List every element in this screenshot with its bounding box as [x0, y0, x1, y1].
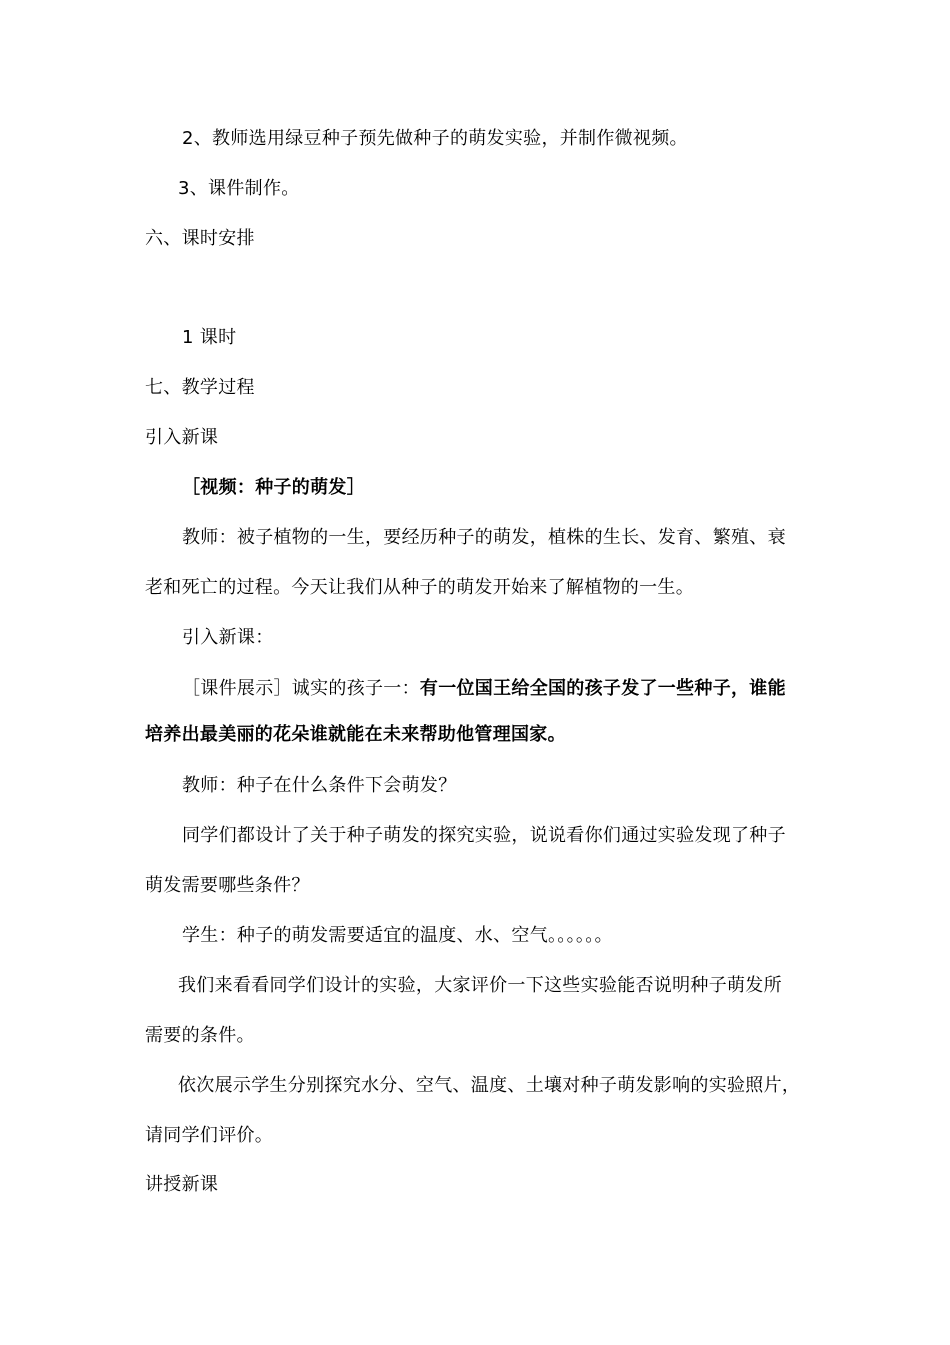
courseware-prefix: ［课件展示］诚实的孩子一： — [182, 678, 420, 699]
paragraph-line: 2、教师选用绿豆种子预先做种子的萌发实验，并制作微视频。 — [182, 128, 688, 149]
courseware-story: 有一位国王给全国的孩子发了一些种子，谁能 — [419, 678, 786, 699]
paragraph-line: 依次展示学生分别探究水分、空气、温度、土壤对种子萌发影响的实验照片， — [178, 1075, 801, 1096]
paragraph-line: 1 课时 — [182, 327, 237, 348]
subsection-heading: 引入新课 — [145, 427, 219, 448]
paragraph-line: 教师：被子植物的一生，要经历种子的萌发，植株的生长、发育、繁殖、衰 — [182, 527, 786, 548]
paragraph-line: 老和死亡的过程。今天让我们从种子的萌发开始来了解植物的一生。 — [145, 577, 694, 598]
paragraph-line: 3、课件制作。 — [178, 178, 300, 199]
paragraph-line: 请同学们评价。 — [145, 1125, 274, 1146]
courseware-story-continued: 培养出最美丽的花朵谁就能在未来帮助他管理国家。 — [145, 724, 566, 745]
paragraph-line: 需要的条件。 — [145, 1025, 255, 1046]
paragraph-line: 同学们都设计了关于种子萌发的探究实验，说说看你们通过实验发现了种子 — [182, 825, 786, 846]
paragraph-line: 我们来看看同学们设计的实验，大家评价一下这些实验能否说明种子萌发所 — [178, 975, 782, 996]
video-label: ［视频：种子的萌发］ — [182, 477, 365, 498]
section-heading: 七、教学过程 — [145, 377, 255, 398]
paragraph-line: 学生：种子的萌发需要适宜的温度、水、空气。。。。。。 — [182, 925, 613, 946]
section-heading: 六、课时安排 — [145, 228, 255, 249]
subsection-heading: 讲授新课 — [145, 1174, 219, 1195]
paragraph-line: 教师：种子在什么条件下会萌发？ — [182, 775, 457, 796]
paragraph-line: 萌发需要哪些条件？ — [145, 875, 310, 896]
paragraph-line: 引入新课： — [182, 627, 274, 648]
courseware-line — [182, 677, 786, 701]
